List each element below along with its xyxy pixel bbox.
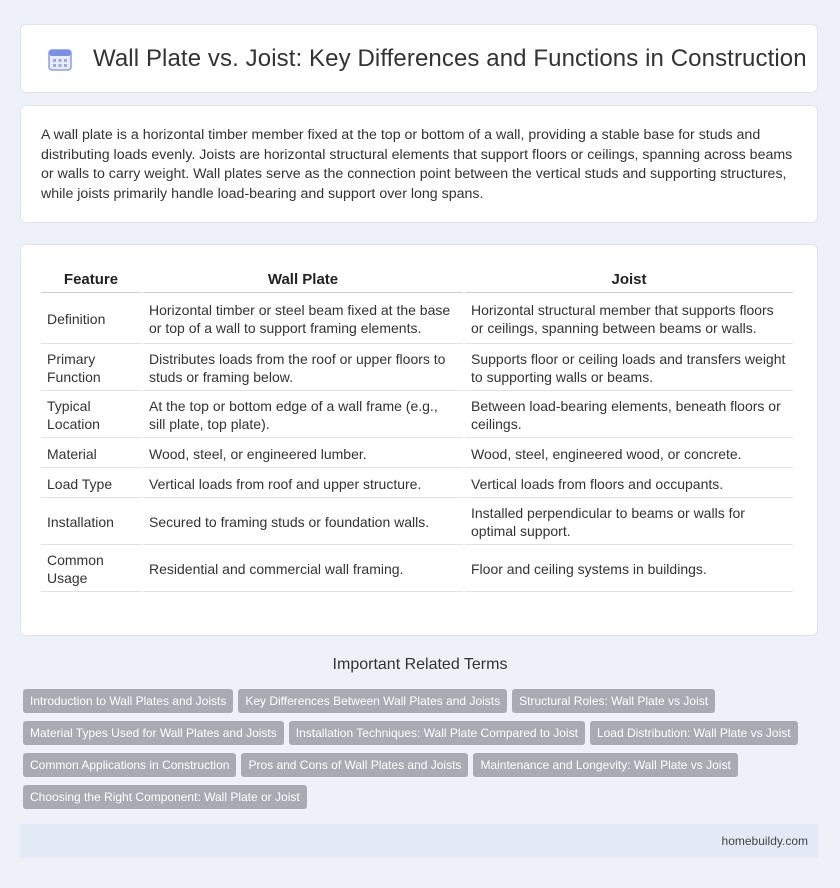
table-row (41, 470, 793, 498)
footer (20, 824, 818, 858)
related-terms-list (23, 689, 823, 817)
feature-cell: Installation (41, 500, 141, 545)
wall-plate-cell: Wood, steel, or engineered lumber. (143, 440, 463, 468)
intro-text: A wall plate is a horizontal timber member fixed at the top or bottom of a wall, providing a stable base for studs and distributing loads evenly. Joists are horizontal structural elements that support floors or ceilings, spanning across beams or walls to carry weight. Wall plates serve as the connection point between the vertical studs and supporting structures, while joists primarily handle load-bearing and support over long spans. (41, 127, 793, 202)
comparison-card (20, 244, 818, 636)
table-header-row (41, 267, 793, 293)
related-term-tag[interactable]: Key Differences Between Wall Plates and Joists (238, 689, 507, 713)
header-card (20, 24, 818, 93)
wall-plate-cell: Secured to framing studs or foundation walls. (143, 500, 463, 545)
calendar-icon (47, 46, 73, 72)
joist-cell: Vertical loads from floors and occupants. (465, 470, 793, 498)
wall-plate-cell: Residential and commercial wall framing. (143, 547, 463, 592)
table-row (41, 393, 793, 438)
table-row (41, 295, 793, 344)
related-term-tag[interactable]: Material Types Used for Wall Plates and Joists (23, 721, 284, 745)
column-header: Joist (465, 267, 793, 293)
joist-cell: Supports floor or ceiling loads and transfers weight to supporting walls or beams. (465, 346, 793, 391)
joist-cell: Horizontal structural member that supports floors or ceilings, spanning between beams or walls. (465, 295, 793, 344)
column-header: Feature (41, 267, 141, 293)
feature-cell: Load Type (41, 470, 141, 498)
feature-cell: Definition (41, 295, 141, 344)
table-row (41, 346, 793, 391)
comparison-table (39, 265, 795, 594)
intro-card (20, 105, 818, 223)
table-row (41, 500, 793, 545)
wall-plate-cell: At the top or bottom edge of a wall frame (e.g., sill plate, top plate). (143, 393, 463, 438)
table-row (41, 547, 793, 592)
joist-cell: Installed perpendicular to beams or walls for optimal support. (465, 500, 793, 545)
related-term-tag[interactable]: Load Distribution: Wall Plate vs Joist (590, 721, 798, 745)
related-term-tag[interactable]: Common Applications in Construction (23, 753, 236, 777)
related-term-tag[interactable]: Structural Roles: Wall Plate vs Joist (512, 689, 715, 713)
related-term-tag[interactable]: Installation Techniques: Wall Plate Compared to Joist (289, 721, 585, 745)
joist-cell: Between load-bearing elements, beneath floors or ceilings. (465, 393, 793, 438)
wall-plate-cell: Vertical loads from roof and upper structure. (143, 470, 463, 498)
footer-site-link[interactable]: homebuildy.com (721, 834, 808, 848)
related-term-tag[interactable]: Pros and Cons of Wall Plates and Joists (241, 753, 468, 777)
wall-plate-cell: Distributes loads from the roof or upper floors to studs or framing below. (143, 346, 463, 391)
feature-cell: Typical Location (41, 393, 141, 438)
feature-cell: Primary Function (41, 346, 141, 391)
joist-cell: Floor and ceiling systems in buildings. (465, 547, 793, 592)
feature-cell: Common Usage (41, 547, 141, 592)
page-title: Wall Plate vs. Joist: Key Differences and Functions in Construction (93, 44, 807, 72)
wall-plate-cell: Horizontal timber or steel beam fixed at the base or top of a wall to support framing elements. (143, 295, 463, 344)
joist-cell: Wood, steel, engineered wood, or concrete. (465, 440, 793, 468)
related-term-tag[interactable]: Choosing the Right Component: Wall Plate or Joist (23, 785, 307, 809)
related-term-tag[interactable]: Introduction to Wall Plates and Joists (23, 689, 233, 713)
column-header: Wall Plate (143, 267, 463, 293)
table-row (41, 440, 793, 468)
related-terms-title: Important Related Terms (332, 656, 508, 673)
related-term-tag[interactable]: Maintenance and Longevity: Wall Plate vs Joist (473, 753, 737, 777)
feature-cell: Material (41, 440, 141, 468)
